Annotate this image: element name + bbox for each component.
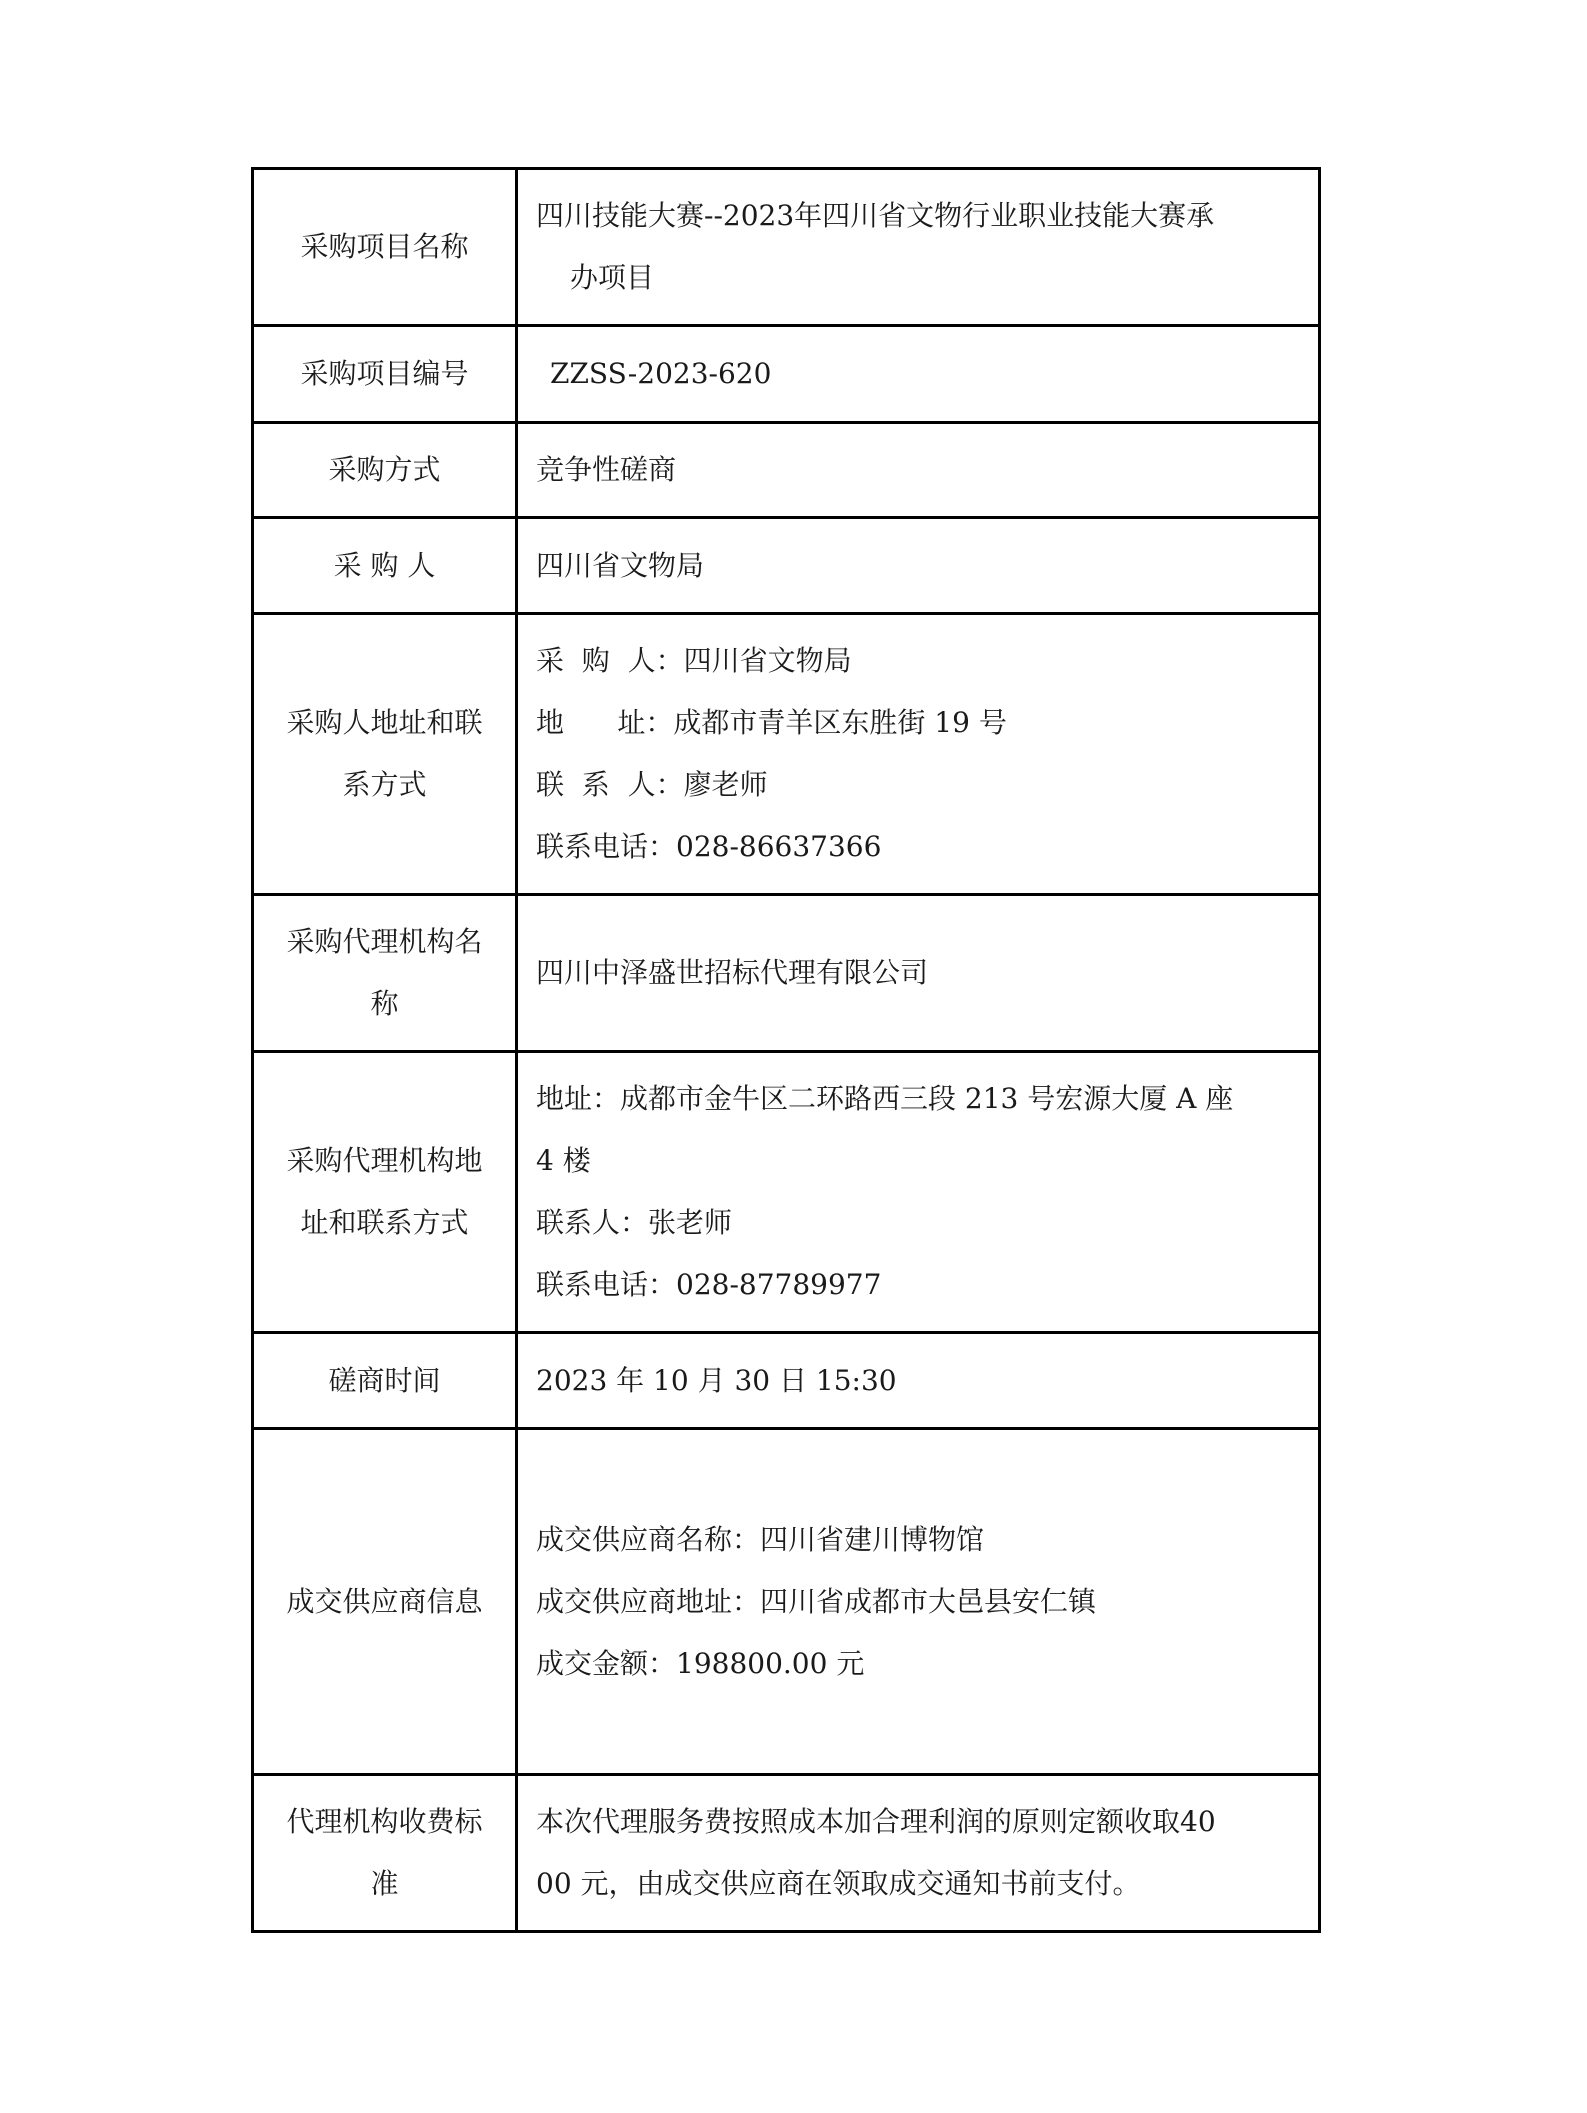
supplier-address: 成交供应商地址：四川省成都市大邑县安仁镇 (536, 1584, 1097, 1618)
purchaser: 四川省文物局 (536, 548, 705, 582)
purchaser-address: 地 址：成都市青羊区东胜街 19 号 (536, 706, 1007, 739)
row-value (517, 1052, 1320, 1333)
label-text: 采购方式 (328, 453, 441, 486)
label-text: 采购项目编号 (300, 357, 469, 390)
row-value (517, 1775, 1320, 1932)
table-row (253, 326, 1320, 423)
purchaser-line: 采 购 人：四川省文物局 (536, 644, 852, 677)
project-name-line: 办项目 (570, 261, 655, 294)
row-label (253, 1775, 517, 1932)
label-text: 系方式 (342, 768, 427, 801)
row-label (253, 1429, 517, 1775)
row-value (517, 1333, 1320, 1429)
project-number: ZZSS-2023-620 (550, 357, 772, 390)
label-text: 成交供应商信息 (286, 1584, 483, 1618)
row-value (517, 518, 1320, 614)
label-text: 采购代理机构名 (286, 925, 483, 958)
label-text: 代理机构收费标 (286, 1805, 483, 1838)
label-text: 采购人地址和联 (286, 706, 483, 739)
table-row (253, 1429, 1320, 1775)
agency-address: 地址：成都市金牛区二环路西三段 213 号宏源大厦 A 座 (536, 1082, 1234, 1115)
table-row (253, 1333, 1320, 1429)
row-value (517, 169, 1320, 326)
agency-address-cont: 4 楼 (536, 1144, 591, 1177)
purchaser-contact: 联 系 人：廖老师 (536, 768, 768, 801)
deal-amount: 成交金额：198800.00 元 (536, 1646, 865, 1680)
fee-standard-line: 00 元，由成交供应商在领取成交通知书前支付。 (536, 1867, 1141, 1900)
procurement-info-table (251, 167, 1321, 1933)
row-label (253, 614, 517, 895)
row-label (253, 423, 517, 518)
table-row (253, 1052, 1320, 1333)
agency-name: 四川中泽盛世招标代理有限公司 (536, 956, 929, 989)
label-text: 磋商时间 (328, 1363, 441, 1397)
label-text: 准 (370, 1867, 399, 1900)
table-row (253, 423, 1320, 518)
label-text: 称 (370, 987, 399, 1020)
consultation-time: 2023 年 10 月 30 日 15:30 (536, 1363, 897, 1397)
label-text: 采购代理机构地 (286, 1144, 483, 1177)
row-value (517, 423, 1320, 518)
label-text: 采购项目名称 (300, 230, 469, 263)
row-label (253, 326, 517, 423)
agency-contact: 联系人：张老师 (536, 1206, 733, 1239)
row-value (517, 1429, 1320, 1775)
row-value (517, 326, 1320, 423)
row-label (253, 1333, 517, 1429)
purchaser-phone: 联系电话：028-86637366 (536, 830, 882, 863)
fee-standard-line: 本次代理服务费按照成本加合理利润的原则定额收取40 (536, 1805, 1216, 1838)
row-value (517, 895, 1320, 1052)
table-row (253, 518, 1320, 614)
row-value (517, 614, 1320, 895)
agency-phone: 联系电话：028-87789977 (536, 1268, 882, 1301)
table-row (253, 169, 1320, 326)
label-text: 址和联系方式 (300, 1206, 469, 1239)
table-row (253, 614, 1320, 895)
label-text: 采 购 人 (333, 548, 436, 582)
row-label (253, 169, 517, 326)
row-label (253, 518, 517, 614)
supplier-name: 成交供应商名称：四川省建川博物馆 (536, 1522, 985, 1556)
table-row (253, 895, 1320, 1052)
row-label (253, 895, 517, 1052)
table-row (253, 1775, 1320, 1932)
procurement-method: 竞争性磋商 (536, 453, 677, 486)
row-label (253, 1052, 517, 1333)
project-name-line: 四川技能大赛--2023年四川省文物行业职业技能大赛承 (536, 199, 1215, 232)
